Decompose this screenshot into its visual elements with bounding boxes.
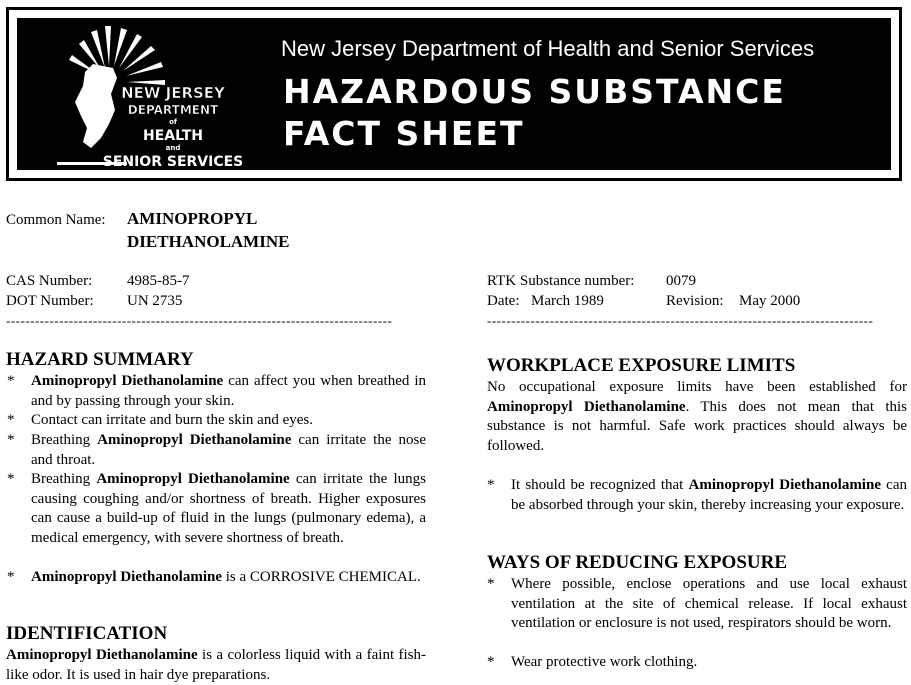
bullet-text: Where possible, enclose operations and use local exhaust ventilation at the site of chemical release. If local exhaust ventilation or enclosure is not used, respirators should be worn. [511,576,907,631]
bullet-marker: * [7,569,15,585]
title-line2: FACT SHEET [283,114,525,153]
reducing-bullet-2 [487,653,907,673]
bullet-text: is a CORROSIVE CHEMICAL. [222,569,421,585]
divider-right: -------------------------------------------------------------------------------- [487,313,874,328]
logo-text-of: of [169,118,177,126]
revision-value: May 2000 [739,293,801,309]
hazard-bullet-1 [7,372,426,411]
rtk-label: RTK Substance number: [487,273,635,289]
header-black-panel [17,18,891,170]
substance-name: Aminopropyl Diethanolamine [6,647,198,663]
bullet-marker: * [7,471,15,487]
hazard-summary-heading: HAZARD SUMMARY [6,349,194,370]
hazard-bullet-5 [7,568,426,588]
limits-bullet-1 [487,476,907,515]
bullet-marker: * [487,477,495,493]
bullet-text: Contact can irritate and burn the skin and eyes. [31,412,313,428]
hazard-bullet-2 [7,411,426,431]
substance-name: Aminopropyl Diethanolamine [96,471,290,487]
paragraph-text: is a colorless liquid with a faint fish-like odor. It is used in hair dye preparations. [6,647,427,683]
bullet-pre: Breathing [31,432,98,448]
bullet-marker: * [7,412,15,428]
dot-label: DOT Number: [6,293,94,309]
divider-left: -------------------------------------------------------------------------------- [6,313,393,328]
department-name: New Jersey Department of Health and Senior Services [281,36,815,61]
bullet-text: can irritate the lungs causing coughing and/or shortness of breath. Higher exposures can cause a build-up of fluid in the lungs (pulmonary edema), a medical emergency, with severe shortness of breath. [31,471,426,546]
bullet-pre: Breathing [31,471,97,487]
workplace-limits-heading: WORKPLACE EXPOSURE LIMITS [487,355,796,376]
common-name-label: Common Name: [6,212,106,228]
logo-text-senior: SENIOR SERVICES [102,154,244,169]
dot-value: UN 2735 [127,293,183,309]
bullet-marker: * [487,576,495,592]
cas-label: CAS Number: [6,273,93,289]
logo-text-department: DEPARTMENT [127,103,219,117]
hazard-bullet-4 [7,470,426,548]
logo-text-and: and [165,144,181,152]
nj-dhss-logo [47,24,257,169]
cas-value: 4985-85-7 [127,273,190,289]
substance-name: Aminopropyl Diethanolamine [31,373,224,389]
bullet-marker: * [7,432,15,448]
substance-name: Aminopropyl Diethanolamine [31,569,222,585]
paragraph-text: . This does not mean that this substance is not harmful. Safe work practices should always be followed. [487,398,907,454]
reducing-bullet-1 [487,575,907,634]
bullet-marker: * [487,654,495,670]
bullet-text: can affect you when breathed in and by passing through your skin. [31,373,426,409]
bullet-pre: It should be recognized that [511,477,689,493]
common-name-line1: AMINOPROPYL [127,209,258,228]
revision-label: Revision: [666,293,724,309]
substance-name: Aminopropyl Diethanolamine [688,477,881,493]
header-banner [6,7,902,181]
bullet-text: can irritate the nose and throat. [31,432,426,468]
bullet-text: Wear protective work clothing. [511,654,698,670]
bullet-text: can be absorbed through your skin, thereby increasing your exposure. [511,477,907,513]
identification-heading: IDENTIFICATION [6,623,168,644]
title-line1: HAZARDOUS SUBSTANCE [283,72,786,111]
substance-name: Aminopropyl Diethanolamine [97,432,292,448]
date-value: March 1989 [531,293,604,309]
hazard-bullet-3 [7,431,426,470]
common-name-line2: DIETHANOLAMINE [127,232,290,251]
workplace-limits-paragraph [487,378,907,456]
logo-text-nj: NEW JERSEY [121,84,225,102]
substance-name: Aminopropyl Diethanolamine [487,398,686,415]
rtk-value: 0079 [666,273,696,289]
paragraph-pre: No occupational exposure limits have been established for [487,379,907,395]
date-label: Date: [487,293,520,309]
identification-paragraph [6,646,426,685]
reducing-exposure-heading: WAYS OF REDUCING EXPOSURE [487,552,788,573]
bullet-marker: * [7,373,15,389]
logo-text-health: HEALTH [143,128,203,144]
